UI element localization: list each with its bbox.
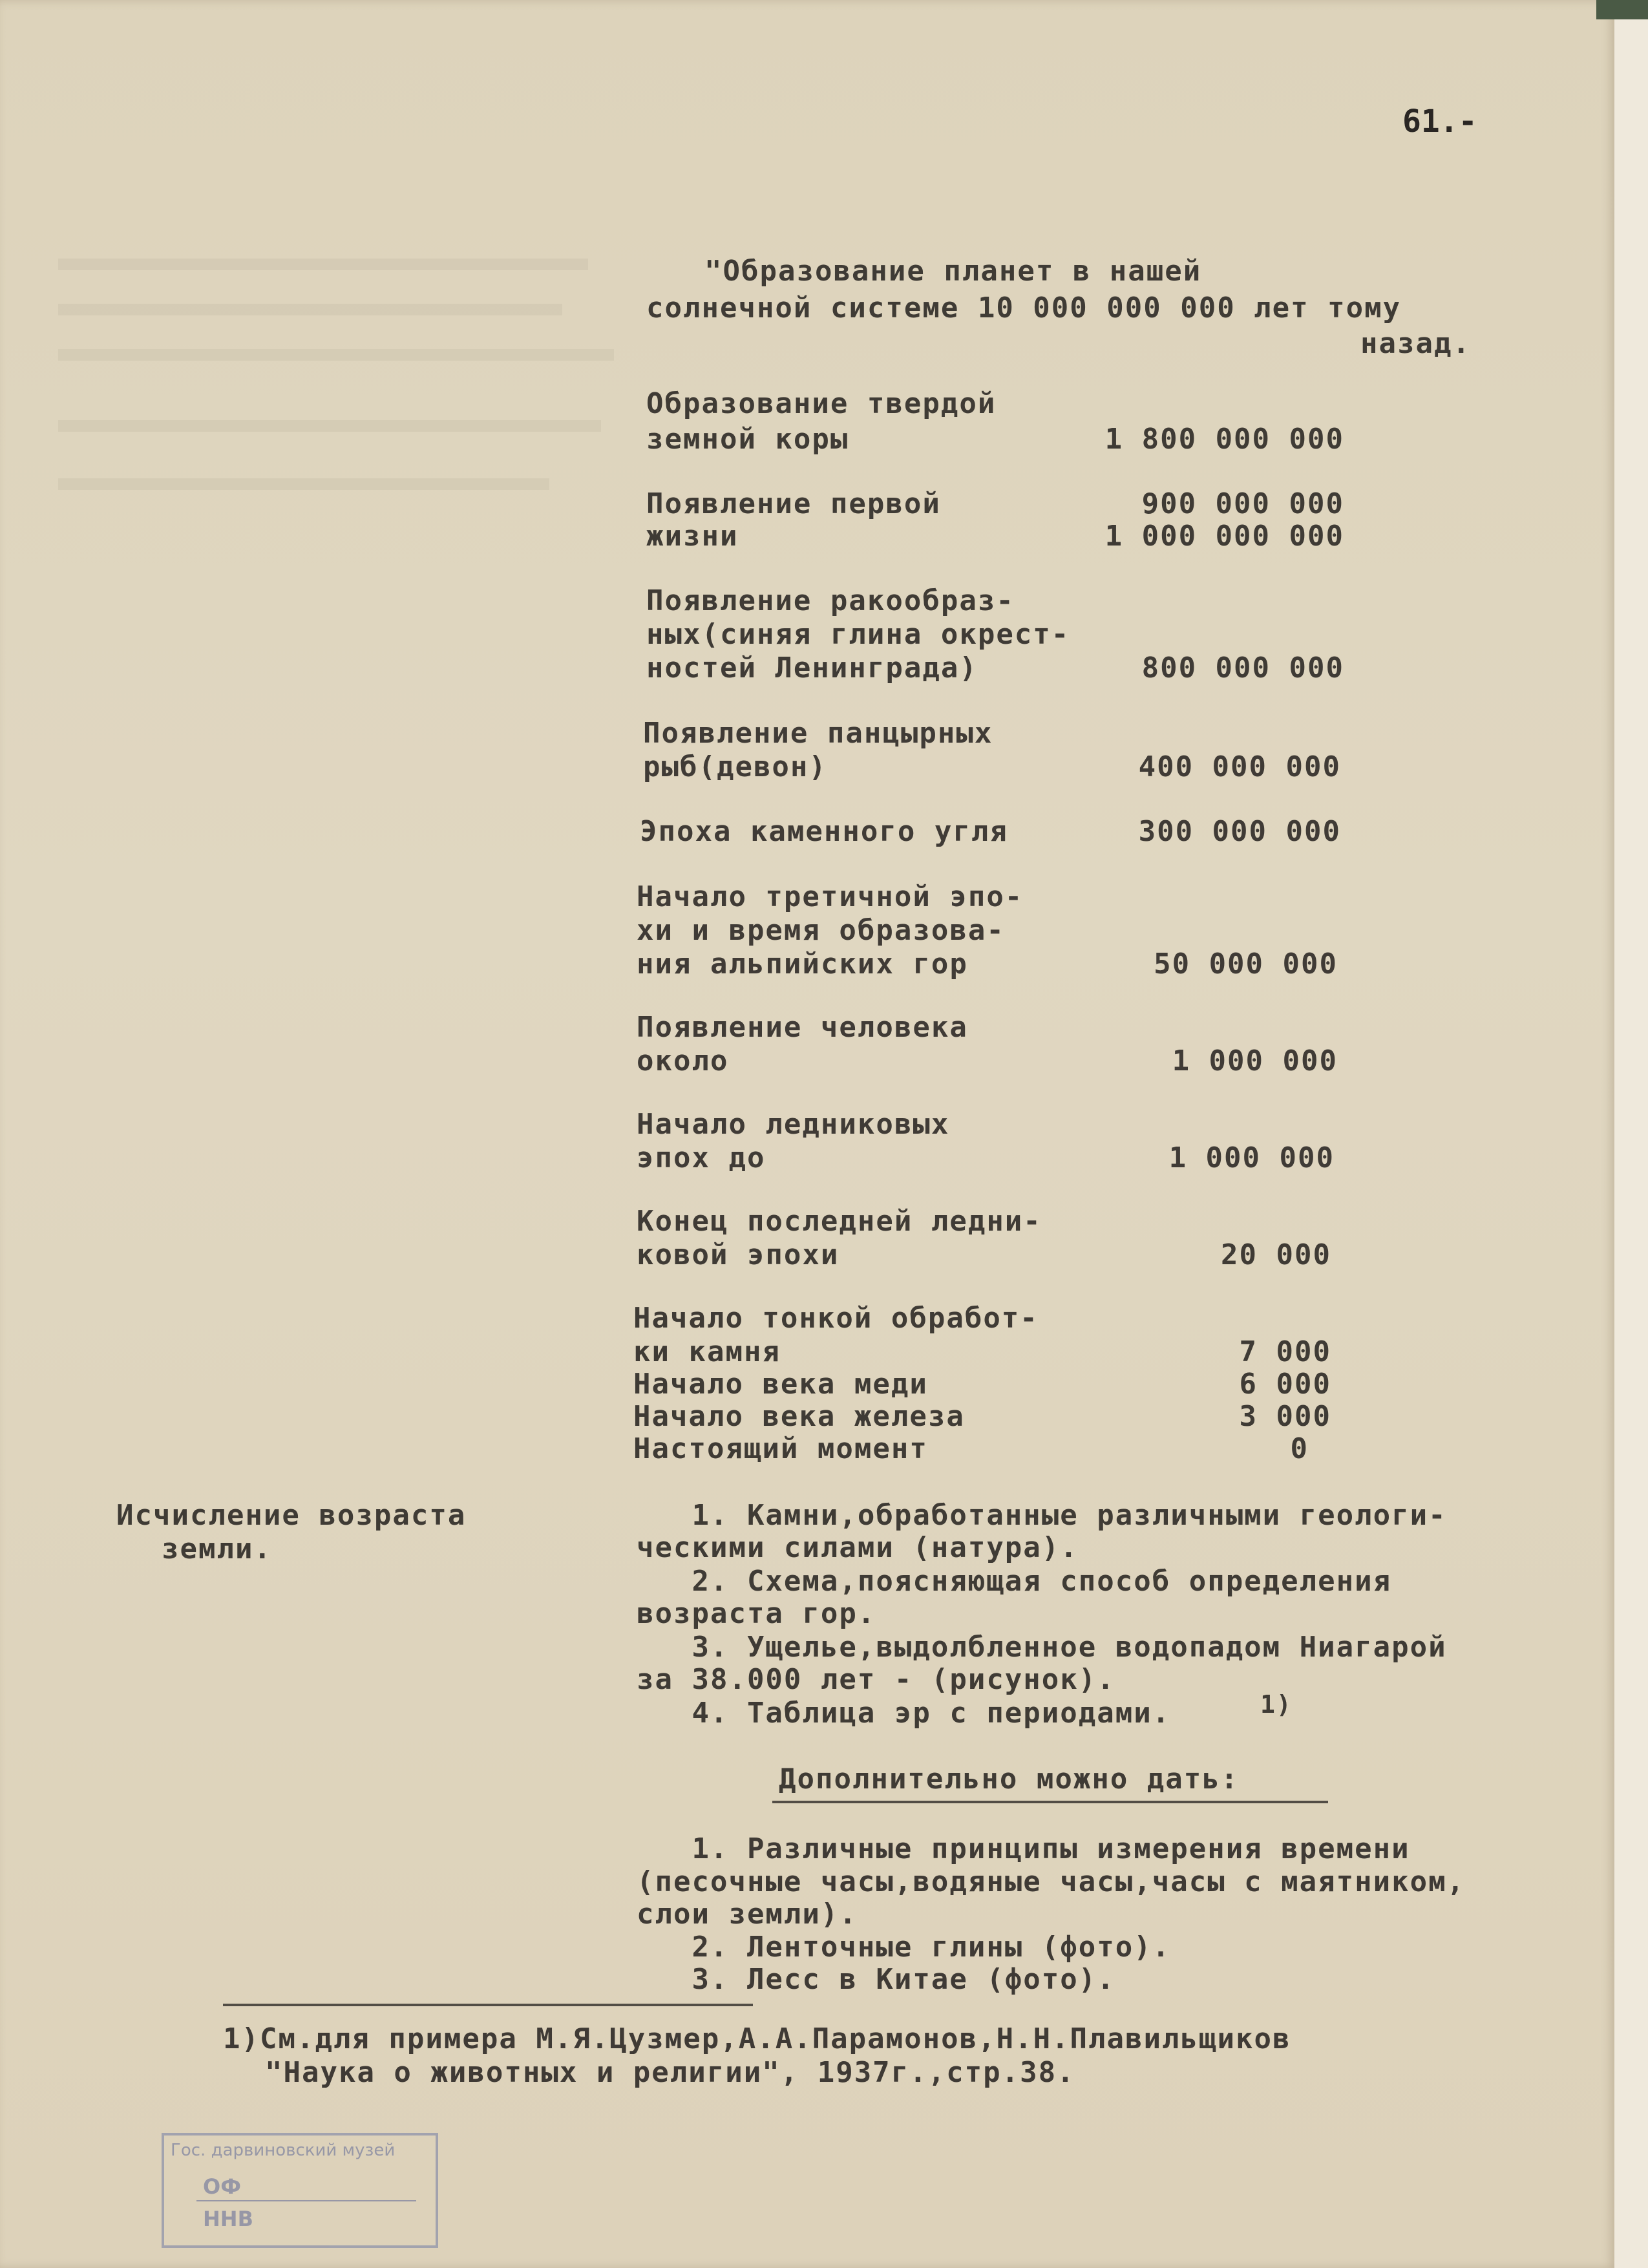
- timeline-value: 1 000 000 000: [1104, 520, 1344, 553]
- timeline-label: эпох до: [637, 1141, 766, 1174]
- timeline-label: Появление ракообраз-: [646, 584, 1015, 617]
- timeline-value: 6 000: [1239, 1368, 1331, 1401]
- exhibit-line: ческими силами (натура).: [637, 1531, 1079, 1564]
- background-corner: [1596, 0, 1648, 19]
- bleed-through-mark: [58, 420, 601, 432]
- timeline-label: Начало тонкой обработ-: [633, 1302, 1039, 1335]
- additional-line: слои земли).: [637, 1898, 858, 1931]
- additional-heading: Дополнительно можно дать:: [779, 1763, 1240, 1796]
- section-heading: земли.: [162, 1532, 272, 1565]
- timeline-value: 1 800 000 000: [1104, 423, 1344, 456]
- bleed-through-mark: [58, 259, 588, 270]
- timeline-label: Начало века железа: [633, 1400, 965, 1433]
- stamp-text: ОФ: [203, 2174, 241, 2199]
- timeline-label: Конец последней ледни-: [637, 1205, 1042, 1238]
- footnote-text: "Наука о животных и религии", 1937г.,стр.38.: [265, 2056, 1075, 2089]
- bleed-through-mark: [58, 304, 562, 315]
- timeline-label: Эпоха каменного угля: [640, 815, 1008, 848]
- exhibit-line: за 38.000 лет - (рисунок).: [637, 1663, 1115, 1696]
- stamp-text: Гос. дарвиновский музей: [171, 2141, 396, 2160]
- timeline-label: рыб(девон): [643, 750, 827, 783]
- additional-line: 2. Ленточные глины (фото).: [637, 1931, 1171, 1964]
- timeline-label: Появление панцырных: [643, 717, 993, 750]
- timeline-value: 50 000 000: [1154, 948, 1338, 980]
- footnote-reference: 1): [1260, 1690, 1293, 1719]
- timeline-value: 1 000 000: [1172, 1044, 1338, 1077]
- timeline-value: 7 000: [1239, 1335, 1331, 1368]
- additional-line: 1. Различные принципы измерения времени: [637, 1832, 1410, 1865]
- additional-line: 3. Лесс в Китае (фото).: [637, 1963, 1115, 1996]
- timeline-label: жизни: [646, 520, 739, 553]
- museum-stamp: [162, 2133, 438, 2248]
- timeline-value: 800 000 000: [1141, 652, 1344, 684]
- additional-line: (песочные часы,водяные часы,часы с маятником,: [637, 1865, 1466, 1898]
- timeline-label: Образование твердой: [646, 387, 997, 420]
- intro-line: солнечной системе 10 000 000 000 лет тому: [646, 291, 1402, 324]
- timeline-value: 0: [1290, 1432, 1309, 1465]
- intro-line: назад.: [1360, 327, 1471, 360]
- timeline-label: Настоящий момент: [633, 1432, 928, 1465]
- section-heading: Исчисление возраста: [116, 1499, 467, 1532]
- timeline-label: Начало третичной эпо-: [637, 880, 1024, 913]
- exhibit-line: возраста гор.: [637, 1597, 876, 1630]
- timeline-label: ния альпийских гор: [637, 948, 968, 980]
- timeline-label: около: [637, 1044, 729, 1077]
- timeline-value: 20 000: [1221, 1238, 1331, 1271]
- timeline-label: Начало ледниковых: [637, 1108, 950, 1141]
- timeline-value: 3 000: [1239, 1400, 1331, 1433]
- timeline-label: Появление первой: [646, 487, 941, 520]
- timeline-label: ностей Ленинграда): [646, 652, 978, 684]
- bleed-through-mark: [58, 349, 614, 361]
- heading-underline: [772, 1801, 1328, 1803]
- timeline-label: земной коры: [646, 423, 849, 456]
- timeline-label: ки камня: [633, 1335, 781, 1368]
- timeline-value: 300 000 000: [1138, 815, 1341, 848]
- exhibit-line: 2. Схема,поясняющая способ определения: [637, 1565, 1392, 1598]
- exhibit-line: 1. Камни,обработанные различными геологи-: [637, 1499, 1447, 1532]
- stamp-line: [196, 2200, 416, 2201]
- timeline-label: Начало века меди: [633, 1368, 928, 1401]
- page-number: 61.-: [1402, 103, 1477, 140]
- page-edge: [1614, 0, 1648, 2268]
- timeline-value: 400 000 000: [1138, 750, 1341, 783]
- timeline-value: 900 000 000: [1141, 487, 1344, 520]
- timeline-label: хи и время образова-: [637, 914, 1005, 947]
- exhibit-line: 3. Ущелье,выдолбленное водопадом Ниагарой: [637, 1631, 1447, 1664]
- bleed-through-mark: [58, 478, 549, 490]
- intro-line: "Образование планет в нашей: [704, 255, 1202, 288]
- footnote-text: 1)См.для примера М.Я.Цузмер,А.А.Парамонов,Н.Н.Плавильщиков: [223, 2022, 1291, 2055]
- timeline-label: Появление человека: [637, 1011, 968, 1044]
- footnote-separator: [223, 2004, 753, 2006]
- stamp-text: ННВ: [203, 2207, 253, 2231]
- timeline-label: ных(синяя глина окрест-: [646, 618, 1070, 651]
- timeline-label: ковой эпохи: [637, 1238, 840, 1271]
- exhibit-line: 4. Таблица эр с периодами.: [637, 1697, 1171, 1730]
- timeline-value: 1 000 000: [1168, 1141, 1335, 1174]
